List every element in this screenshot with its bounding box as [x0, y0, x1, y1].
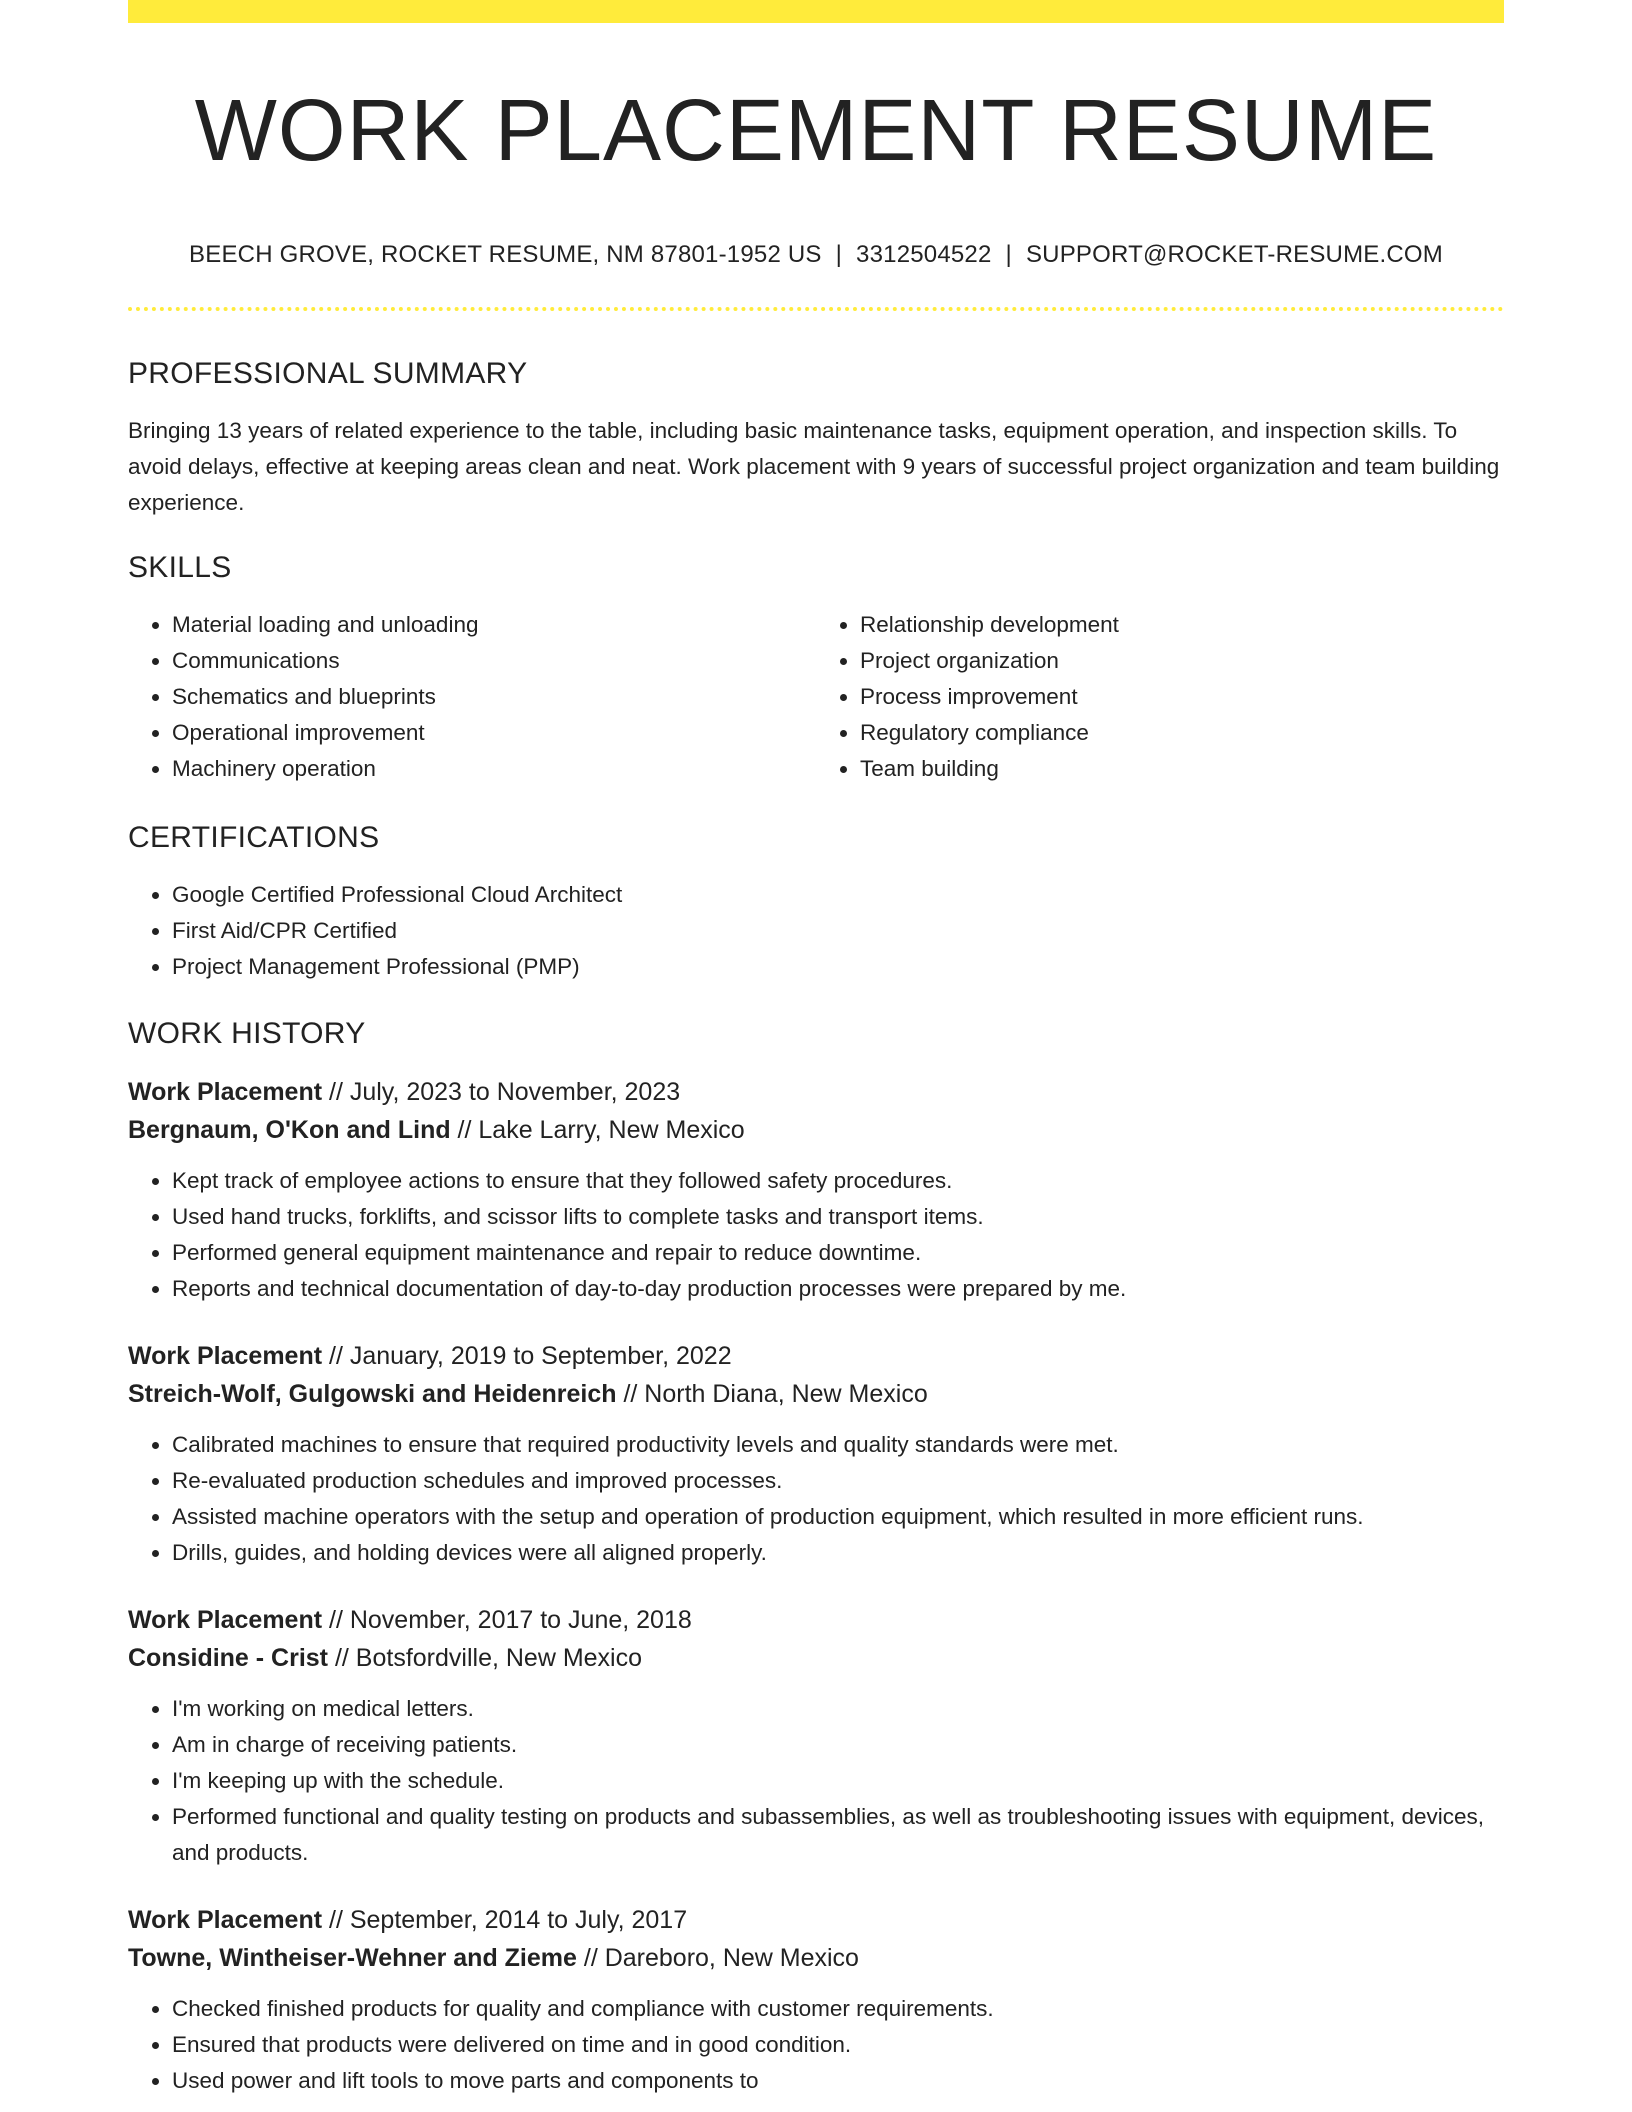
work-history-section [128, 1017, 1504, 2099]
skills-section [128, 551, 1504, 787]
job-company: Considine - Crist [128, 1643, 329, 1672]
job-bullets [128, 1691, 1504, 1871]
job-bullet: • I'm keeping up with the schedule. [172, 1763, 1504, 1799]
job-bullets [128, 1163, 1504, 1307]
professional-summary-section [128, 357, 1504, 521]
job-bullet: • Kept track of employee actions to ensure that they followed safety procedures. [172, 1163, 1504, 1199]
skill-item: • Operational improvement [172, 715, 816, 751]
contact-separator: | [1005, 240, 1012, 268]
job-bullets [128, 1991, 1504, 2099]
job-entry [128, 1337, 1504, 1571]
certifications-list [128, 877, 1504, 985]
skill-item: • Process improvement [860, 679, 1504, 715]
job-bullet: • Ensured that products were delivered on time and in good condition. [172, 2027, 1504, 2063]
job-entry [128, 1901, 1504, 2099]
top-accent-bar [128, 0, 1504, 23]
job-entry [128, 1601, 1504, 1871]
skill-item: • Communications [172, 643, 816, 679]
certification-item: • Project Management Professional (PMP) [172, 949, 1504, 985]
job-company-line [128, 1375, 1504, 1413]
job-company-line [128, 1939, 1504, 1977]
job-role-line [128, 1337, 1504, 1375]
job-bullet: • Am in charge of receiving patients. [172, 1727, 1504, 1763]
job-company: Streich-Wolf, Gulgowski and Heidenreich [128, 1379, 617, 1408]
email: SUPPORT@ROCKET-RESUME.COM [1025, 240, 1443, 268]
certification-item: • First Aid/CPR Certified [172, 913, 1504, 949]
phone: 3312504522 [856, 240, 992, 268]
certifications-section [128, 821, 1504, 985]
section-title: PROFESSIONAL SUMMARY [128, 356, 528, 390]
job-bullet: • I'm working on medical letters. [172, 1691, 1504, 1727]
job-role-line [128, 1073, 1504, 1111]
section-title: WORK HISTORY [128, 1016, 366, 1050]
contact-separator: | [835, 240, 843, 268]
job-entry [128, 1073, 1504, 1307]
skill-item: • Relationship development [860, 607, 1504, 643]
job-dates: // January, 2019 to September, 2022 [322, 1341, 732, 1370]
resume-title: WORK PLACEMENT RESUME [194, 82, 1438, 179]
job-location: // North Diana, New Mexico [616, 1379, 928, 1408]
skill-item: • Team building [860, 751, 1504, 787]
section-title: CERTIFICATIONS [128, 820, 380, 854]
skill-item: • Project organization [860, 643, 1504, 679]
header-divider [128, 307, 1504, 311]
skill-item: • Machinery operation [172, 751, 816, 787]
job-dates: // July, 2023 to November, 2023 [322, 1077, 681, 1106]
address: BEECH GROVE, ROCKET RESUME, NM 87801-1952 US [189, 240, 822, 268]
resume-page [128, 0, 1504, 2099]
job-bullets [128, 1427, 1504, 1571]
job-dates: // September, 2014 to July, 2017 [322, 1905, 688, 1934]
job-role: Work Placement [128, 1077, 323, 1106]
certification-item: • Google Certified Professional Cloud Architect [172, 877, 1504, 913]
contact-line [128, 241, 1504, 269]
job-bullet: • Used power and lift tools to move parts and components to [172, 2063, 1504, 2099]
job-location: // Lake Larry, New Mexico [450, 1115, 745, 1144]
job-location: // Dareboro, New Mexico [576, 1943, 859, 1972]
job-bullet: • Reports and technical documentation of day-to-day production processes were prepared by me. [172, 1271, 1504, 1307]
job-location: // Botsfordville, New Mexico [328, 1643, 643, 1672]
job-bullet: • Checked finished products for quality and compliance with customer requirements. [172, 1991, 1504, 2027]
skill-item: • Regulatory compliance [860, 715, 1504, 751]
skills-list-right [816, 607, 1504, 787]
skills-columns [128, 607, 1504, 787]
job-company-line [128, 1639, 1504, 1677]
job-role-line [128, 1601, 1504, 1639]
job-bullet: • Assisted machine operators with the setup and operation of production equipment, which resulted in more efficient runs. [172, 1499, 1504, 1535]
skill-item: • Material loading and unloading [172, 607, 816, 643]
job-bullet: • Calibrated machines to ensure that required productivity levels and quality standards were met. [172, 1427, 1504, 1463]
job-role: Work Placement [128, 1605, 323, 1634]
summary-text: Bringing 13 years of related experience to the table, including basic maintenance tasks, equipment operation, and inspection skills. To avoid delays, effective at keeping areas clean and neat. Work placement with 9 years of successful project organization and team building experience. [128, 417, 1500, 515]
job-dates: // November, 2017 to June, 2018 [322, 1605, 692, 1634]
job-role: Work Placement [128, 1341, 323, 1370]
job-bullet: • Performed general equipment maintenance and repair to reduce downtime. [172, 1235, 1504, 1271]
job-role-line [128, 1901, 1504, 1939]
job-company-line [128, 1111, 1504, 1149]
job-role: Work Placement [128, 1905, 323, 1934]
skill-item: • Schematics and blueprints [172, 679, 816, 715]
job-company: Bergnaum, O'Kon and Lind [128, 1115, 451, 1144]
section-title: SKILLS [128, 550, 232, 584]
skills-list-left [128, 607, 816, 787]
job-bullet: • Performed functional and quality testing on products and subassemblies, as well as troubleshooting issues with equipment, devices, and products. [172, 1799, 1504, 1871]
job-bullet: • Drills, guides, and holding devices were all aligned properly. [172, 1535, 1504, 1571]
job-company: Towne, Wintheiser-Wehner and Zieme [128, 1943, 577, 1972]
job-bullet: • Used hand trucks, forklifts, and scissor lifts to complete tasks and transport items. [172, 1199, 1504, 1235]
job-bullet: • Re-evaluated production schedules and improved processes. [172, 1463, 1504, 1499]
